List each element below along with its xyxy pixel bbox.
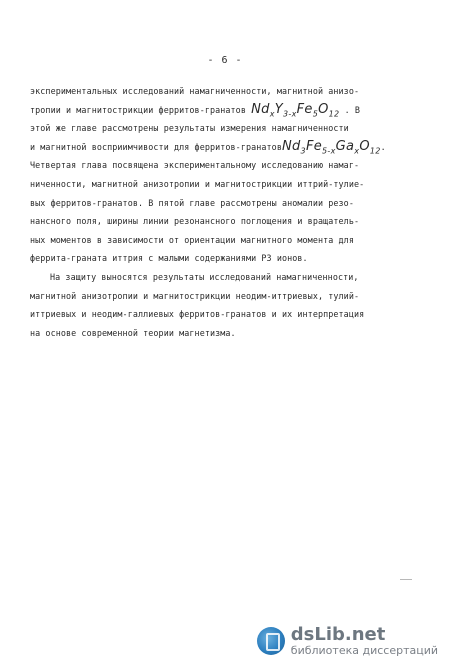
formula-sub: 12 xyxy=(328,109,340,119)
formula-part: Fe xyxy=(305,138,323,154)
line-text: экспериментальных исследований намагниченности, магнитной анизо- xyxy=(30,86,360,96)
text-line xyxy=(30,249,430,268)
text-line xyxy=(30,138,430,157)
text-line xyxy=(30,324,430,343)
line-text: феррита-граната иттрия с малыми содержаниями РЗ ионов. xyxy=(30,253,308,264)
line-text: этой же главе рассмотрены результаты измерения намагниченности xyxy=(30,123,349,134)
scan-mark xyxy=(400,579,412,580)
text-line xyxy=(30,305,430,324)
text-line xyxy=(30,82,430,101)
watermark-subtitle: библиотека диссертаций xyxy=(290,643,438,657)
formula-sub: 5-x xyxy=(322,146,336,156)
line-text: вых ферритов-гранатов. В пятой главе рассмотрены аномалии резо- xyxy=(30,197,354,208)
text-line xyxy=(30,268,430,287)
line-text: нансного поля, ширины линии резонансного поглощения и вращатель- xyxy=(30,216,360,227)
line-text: иттриевых и неодим-галлиевых ферритов-гранатов и их интерпретация xyxy=(30,309,365,320)
formula-sub: 3-x xyxy=(283,109,297,119)
line-text: и магнитной восприимчивости для ферритов-гранатов xyxy=(30,141,282,152)
formula-sub: 5 xyxy=(312,109,319,119)
line-text: На защиту выносятся результаты исследований намагниченности, xyxy=(50,271,359,282)
formula-part: O xyxy=(318,101,329,117)
line-text: Четвертая глава посвящена экспериментальному исследованию намаг- xyxy=(30,160,360,171)
text-line xyxy=(30,231,430,250)
line-tail: . xyxy=(380,141,386,152)
watermark-brand: dsLib.net xyxy=(290,623,386,645)
text-line xyxy=(30,101,430,120)
line-text: тропии и магнитострикции ферритов-гранатов xyxy=(30,104,246,115)
formula-sub: x xyxy=(354,146,360,156)
text-line xyxy=(30,119,430,138)
formula-part: Fe xyxy=(296,101,313,117)
line-text: магнитной анизотропии и магнитострикции неодим-иттриевых, тулий- xyxy=(30,290,360,301)
body-text xyxy=(30,82,430,342)
text-line xyxy=(30,175,430,194)
watermark xyxy=(257,622,438,660)
page-number: - 6 - xyxy=(207,55,243,66)
formula-part: Nd xyxy=(281,138,301,154)
watermark-text xyxy=(290,623,438,657)
book-icon xyxy=(257,627,285,655)
formula-sub: 12 xyxy=(369,146,381,156)
formula-nd-fe-ga-o xyxy=(282,139,381,154)
line-tail: . В xyxy=(339,104,361,115)
formula-part: O xyxy=(359,138,370,154)
line-text: ных моментов в зависимости от ориентации магнитного момента для xyxy=(30,234,354,245)
line-text: ниченности, магнитной анизотропии и магнитострикции иттрий-тулие- xyxy=(30,178,365,189)
formula-nd-y-fe-o xyxy=(251,102,339,117)
line-text: на основе современной теории магнетизма. xyxy=(30,327,236,338)
formula-part: Ga xyxy=(335,138,355,154)
formula-sub: x xyxy=(269,109,275,119)
formula-sub: 3 xyxy=(300,146,306,156)
text-line xyxy=(30,194,430,213)
formula-part: Y xyxy=(274,101,284,117)
text-line xyxy=(30,156,430,175)
text-line xyxy=(30,287,430,306)
formula-part: Nd xyxy=(251,101,270,117)
text-line xyxy=(30,212,430,231)
